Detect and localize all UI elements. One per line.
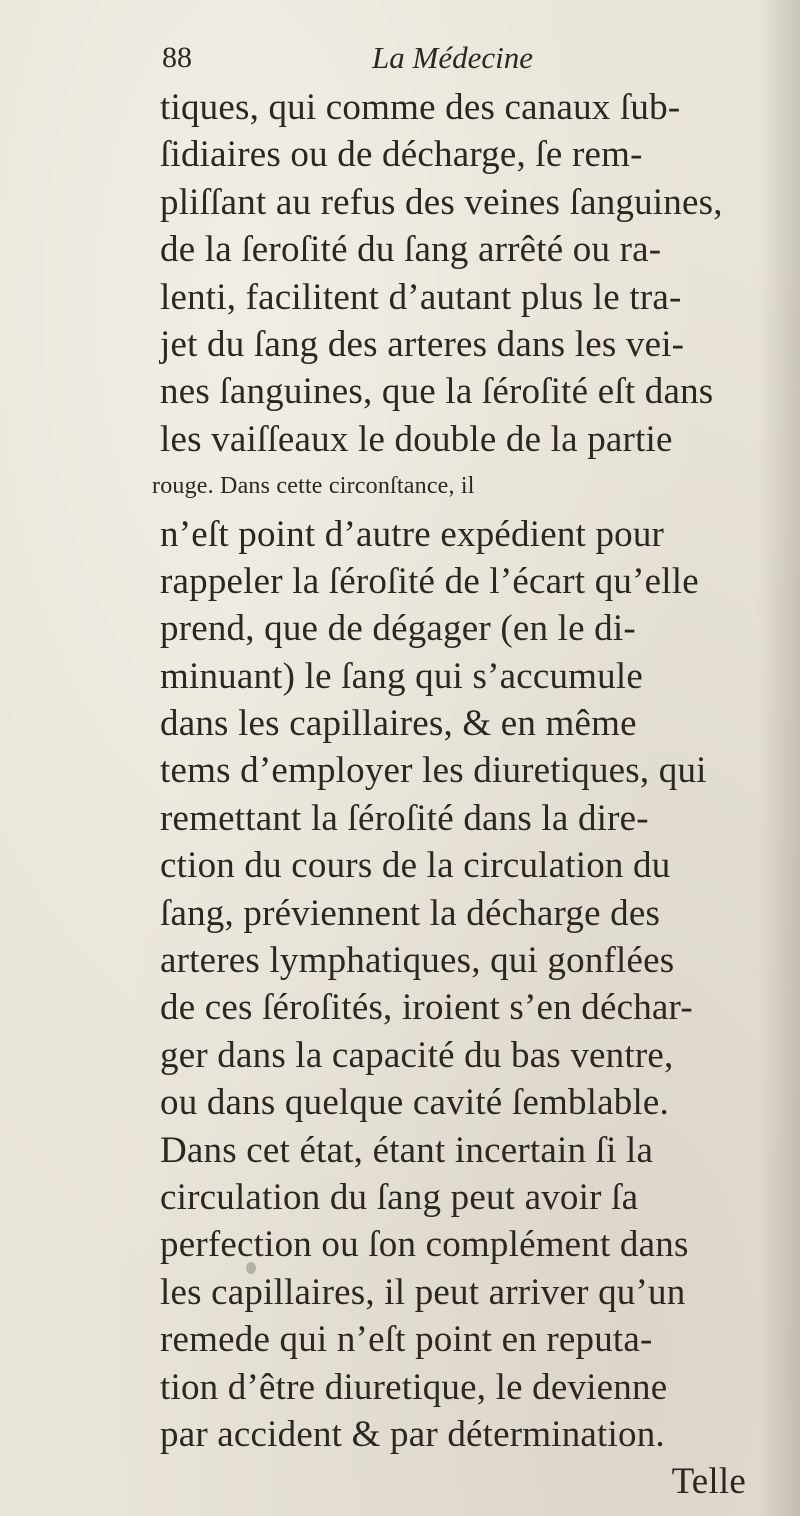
page-header [162,36,762,80]
text-line: tiques, qui comme des canaux ſub- [160,87,681,128]
text-line: dans les capillaires, & en même [160,703,637,745]
text-line: tion d’être diuretique, le devienne [160,1366,668,1408]
text-line: jet du ſang des arteres dans les vei- [160,323,685,365]
text-line: prend, que de dégager (en le di- [160,608,636,650]
catchword: Telle [671,1461,746,1503]
text-line: Dans cet état, étant incertain ſi la [160,1129,654,1171]
page-edge-shadow [758,0,800,1516]
text-line: ction du cours de la circulation du [160,845,671,887]
page-number: 88 [162,41,192,74]
text-line: pliſſant au refus des veines ſanguines, [160,181,723,223]
text-line: perfection ou ſon complément dans [160,1224,689,1266]
text-line: nes ſanguines, que la ſéroſité eſt dans [160,371,714,413]
text-line: les vaiſſeaux le double de la partie [160,418,673,460]
running-title: La Médecine [372,40,533,75]
text-line: rappeler la ſéroſité de l’écart qu’elle [160,560,699,602]
text-line: ou dans quelque cavité ſemblable. [160,1082,670,1124]
text-line: de la ſeroſité du ſang arrêté ou ra- [160,229,662,271]
text-line: circulation du ſang peut avoir ſa [160,1176,639,1218]
text-line: les capillaires, il peut arriver qu’un [160,1271,686,1313]
text-line: minuant) le ſang qui s’accumule [160,655,643,697]
text-line: ſidiaires ou de décharge, ſe rem- [160,134,643,176]
text-line: arteres lymphatiques, qui gonflées [160,940,675,982]
text-line: de ces ſéroſités, iroient s’en déchar- [160,987,693,1029]
text-line: ſang, préviennent la décharge des [160,892,661,934]
text-line: rouge. Dans cette circonſtance, il [152,473,475,500]
text-line: par accident & par détermination. [160,1413,665,1455]
body-text [152,84,760,1506]
text-line: n’eſt point d’autre expédient pour [160,513,665,555]
text-line: ger dans la capacité du bas ventre, [160,1034,674,1076]
text-line: lenti, facilitent d’autant plus le tra- [160,276,682,318]
text-line: remede qui n’eſt point en reputa- [160,1319,653,1361]
ink-smudge [246,1262,256,1274]
text-line: tems d’employer les diuretiques, qui [160,750,707,792]
text-line: remettant la ſéroſité dans la dire- [160,797,649,839]
